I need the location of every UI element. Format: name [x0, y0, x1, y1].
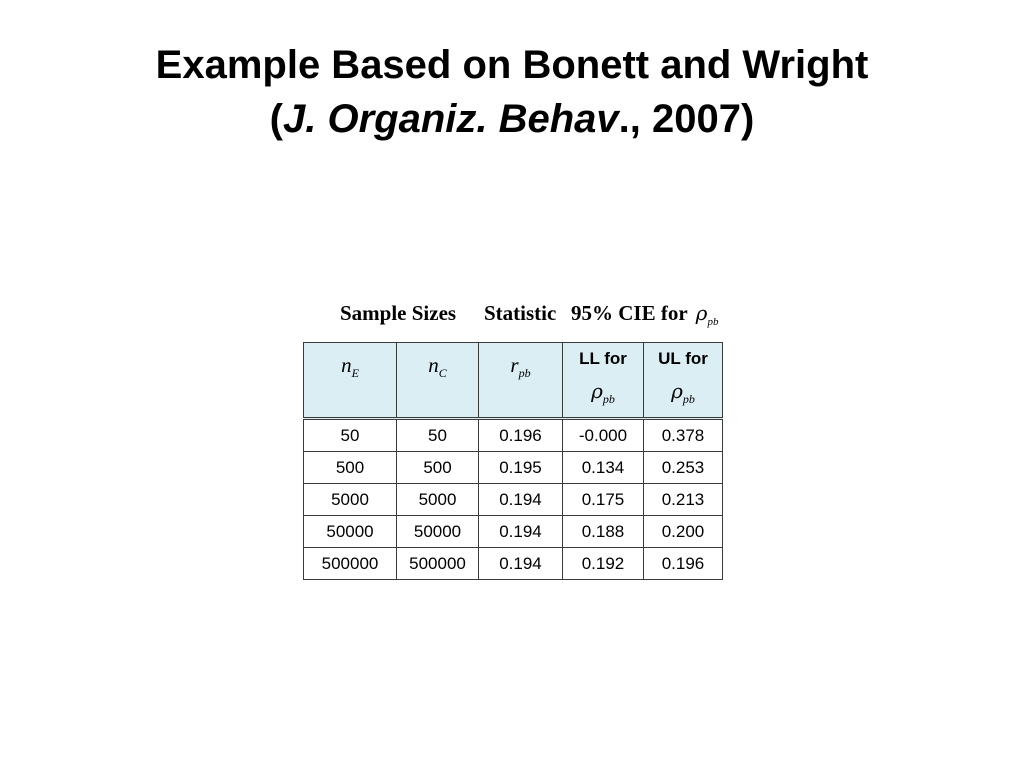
- cell-r-pb: 0.194: [479, 548, 563, 580]
- cell-r-pb: 0.196: [479, 419, 563, 452]
- cell-n-c: 50: [397, 419, 479, 452]
- ll-rho-symbol: ρ: [591, 379, 603, 403]
- header-r-pb: [479, 343, 563, 419]
- cell-ll: 0.134: [563, 452, 644, 484]
- header-n-c: [397, 343, 479, 419]
- cell-n-e: 50: [304, 419, 397, 452]
- cell-ul: 0.378: [644, 419, 723, 452]
- table-row: [304, 516, 723, 548]
- table-row: [304, 548, 723, 580]
- title-open-paren: (: [269, 97, 283, 141]
- cell-ll: -0.000: [563, 419, 644, 452]
- cell-n-c: 500: [397, 452, 479, 484]
- r-pb-subscript: pb: [518, 366, 531, 381]
- table-row: [304, 452, 723, 484]
- cell-n-c: 50000: [397, 516, 479, 548]
- cell-r-pb: 0.194: [479, 516, 563, 548]
- cell-r-pb: 0.195: [479, 452, 563, 484]
- ul-rho-symbol: ρ: [671, 379, 683, 403]
- cell-n-e: 500000: [304, 548, 397, 580]
- n-c-subscript: C: [438, 366, 447, 381]
- header-ul: [644, 343, 723, 419]
- table-row: [304, 484, 723, 516]
- cell-n-e: 5000: [304, 484, 397, 516]
- confidence-interval-header: [571, 296, 718, 339]
- cell-ul: 0.196: [644, 548, 723, 580]
- header-n-e: [304, 343, 397, 419]
- cell-ul: 0.253: [644, 452, 723, 484]
- title-line-1: Example Based on Bonett and Wright: [155, 43, 869, 87]
- slide-title: [0, 38, 1024, 146]
- n-e-subscript: E: [351, 366, 359, 381]
- ll-rho-subscript: pb: [602, 392, 615, 406]
- cell-ul: 0.213: [644, 484, 723, 516]
- statistic-header: Statistic: [484, 301, 557, 325]
- sample-sizes-header: Sample Sizes: [340, 301, 457, 325]
- table-row: [304, 419, 723, 452]
- cell-ll: 0.188: [563, 516, 644, 548]
- n-e-symbol: n: [341, 353, 352, 377]
- r-pb-symbol: r: [510, 353, 519, 377]
- table-header-row: [304, 343, 723, 419]
- n-c-symbol: n: [428, 353, 439, 377]
- title-year: ., 2007): [618, 97, 755, 141]
- cell-ll: 0.175: [563, 484, 644, 516]
- ci-rho-subscript: pb: [707, 316, 719, 329]
- ci-rho-symbol: ρ: [695, 301, 708, 325]
- cell-r-pb: 0.194: [479, 484, 563, 516]
- cell-ul: 0.200: [644, 516, 723, 548]
- ul-label: UL for: [658, 349, 708, 368]
- results-table: [303, 342, 723, 580]
- title-line-2: [0, 92, 1024, 146]
- cell-n-e: 50000: [304, 516, 397, 548]
- ul-rho-subscript: pb: [682, 392, 695, 406]
- cell-ll: 0.192: [563, 548, 644, 580]
- header-ll: [563, 343, 644, 419]
- ci-header-label: 95% CIE for: [571, 301, 688, 325]
- cell-n-c: 5000: [397, 484, 479, 516]
- ll-label: LL for: [579, 349, 627, 368]
- cell-n-e: 500: [304, 452, 397, 484]
- cell-n-c: 500000: [397, 548, 479, 580]
- title-journal: J. Organiz. Behav: [283, 97, 619, 141]
